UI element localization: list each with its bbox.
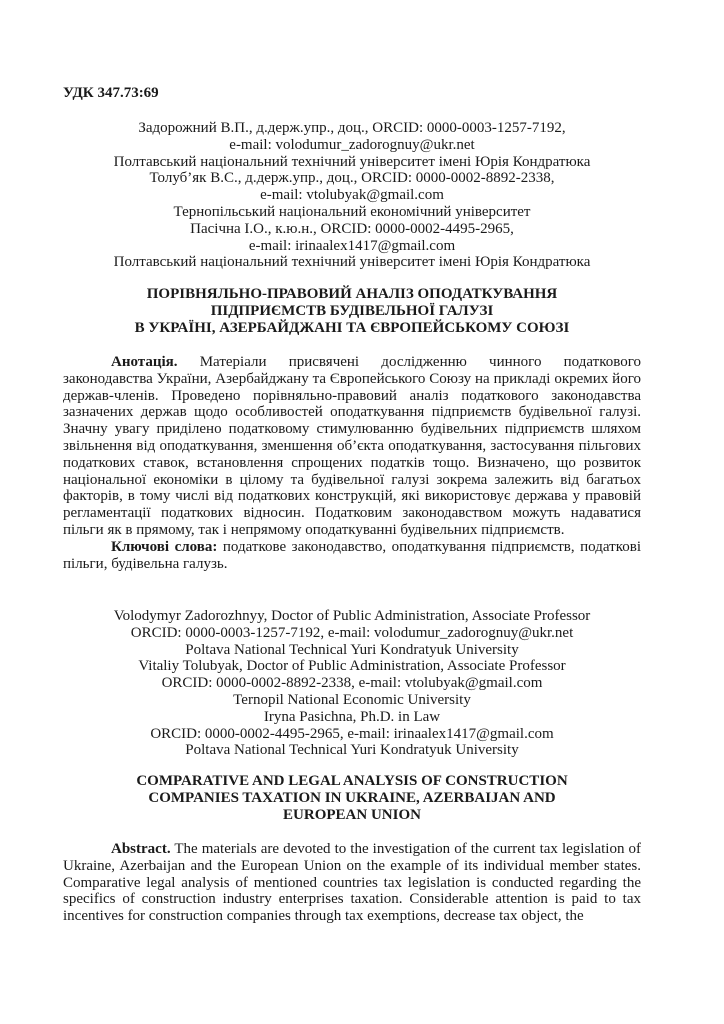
author-affiliation: Полтавський національний технічний університет імені Юрія Кондратюка (113, 254, 591, 271)
abstract-label-en: Abstract. (111, 841, 171, 857)
abstract-section-uk (63, 354, 641, 572)
keywords-text-uk: податкове законодавство, оподаткування підприємств, податкові пільги, будівельна галузь. (63, 538, 641, 572)
title-line: ПІДПРИЄМСТВ БУДІВЕЛЬНОЇ ГАЛУЗІ (210, 302, 494, 319)
author-affiliation: Poltava National Technical Yuri Kondratyuk University (185, 641, 519, 658)
keywords-uk (63, 539, 641, 573)
author-line: Vitaliy Tolubyak, Doctor of Public Administration, Associate Professor (138, 658, 566, 675)
title-line: EUROPEAN UNION (283, 806, 421, 823)
author-line: Толуб’як В.С., д.держ.упр., доц., ORCID: 0000-0002-8892-2338, (149, 170, 555, 187)
author-orcid-email: ORCID: 0000-0002-4495-2965, e-mail: irinaalex1417@gmail.com (150, 725, 554, 742)
article-title-en (63, 773, 641, 823)
author-line: Задорожний В.П., д.держ.упр., доц., ORCID: 0000-0003-1257-7192, (138, 120, 566, 136)
author-affiliation: Полтавський національний технічний університет імені Юрія Кондратюка (113, 153, 591, 170)
abstract-en (63, 841, 641, 925)
author-affiliation: Poltava National Technical Yuri Kondratyuk University (185, 742, 519, 759)
udc-code: УДК 347.73:69 (63, 85, 159, 101)
author-line: Volodymyr Zadorozhnyy, Doctor of Public Administration, Associate Professor (113, 608, 591, 624)
keywords-label-uk: Ключові слова: (111, 538, 218, 555)
author-line: Iryna Pasichna, Ph.D. in Law (263, 708, 441, 725)
article-title-uk (63, 286, 641, 336)
author-email: e-mail: vtolubyak@gmail.com (260, 187, 444, 204)
abstract-text-uk: Матеріали присвячені дослідженню чинного податкового законодавства України, Азербайджану та Європейського Союзу на прикладі окремих його держав-членів. Проведено порівняльно-правовий аналіз податкового законодавства зазначених держав щодо особливостей оподаткування підприємств будівельної галузі. Значну увагу приділено податковому стимулюванню будівельних підприємств шляхом звільнення від оподаткування, зменшення об’єкта оподаткування, застосування пільгових податкових ставок, встановлення спрощених податків тощо. Визначено, що розвиток національної економіки в цілому та будівельної галузі зокрема залежить від багатьох факторів, в тому числі від податкових конструкцій, які використовує держава у правовій регламентації податкових відносин. Податковим законодавством можуть надаватися пільги як в прямому, так і непрямому оподаткуванні будівельних підприємств. (63, 354, 641, 538)
abstract-text-en: The materials are devoted to the investigation of the current tax legislation of Ukraine, Azerbaijan and the European Union on the example of its individual member states. Comparative legal analysis of mentioned countries tax legislation is conducted regarding the specifics of construction industry enterprises taxation. Considerable attention is paid to tax incentives for construction companies through tax exemptions, decrease tax object, the (63, 841, 641, 925)
author-affiliation: Тернопільський національний економічний університет (173, 203, 531, 220)
author-email: e-mail: volodumur_zadorognuy@ukr.net (229, 136, 475, 153)
authors-block-en (63, 608, 641, 759)
title-line: ПОРІВНЯЛЬНО-ПРАВОВИЙ АНАЛІЗ ОПОДАТКУВАННЯ (146, 286, 558, 302)
author-email: e-mail: irinaalex1417@gmail.com (248, 237, 456, 254)
abstract-label-uk: Анотація. (111, 354, 178, 370)
abstract-section-en (63, 841, 641, 925)
author-orcid-email: ORCID: 0000-0003-1257-7192, e-mail: volodumur_zadorognuy@ukr.net (130, 624, 574, 641)
title-line: В УКРАЇНІ, АЗЕРБАЙДЖАНІ ТА ЄВРОПЕЙСЬКОМУ СОЮЗІ (134, 319, 570, 336)
authors-block-uk (63, 120, 641, 271)
abstract-uk (63, 354, 641, 539)
author-line: Пасічна І.О., к.ю.н., ORCID: 0000-0002-4495-2965, (190, 220, 514, 237)
author-orcid-email: ORCID: 0000-0002-8892-2338, e-mail: vtolubyak@gmail.com (161, 675, 543, 692)
title-line: COMPARATIVE AND LEGAL ANALYSIS OF CONSTRUCTION (136, 773, 568, 789)
author-affiliation: Ternopil National Economic University (233, 691, 471, 708)
title-line: COMPANIES TAXATION IN UKRAINE, AZERBAIJAN AND (148, 789, 556, 806)
